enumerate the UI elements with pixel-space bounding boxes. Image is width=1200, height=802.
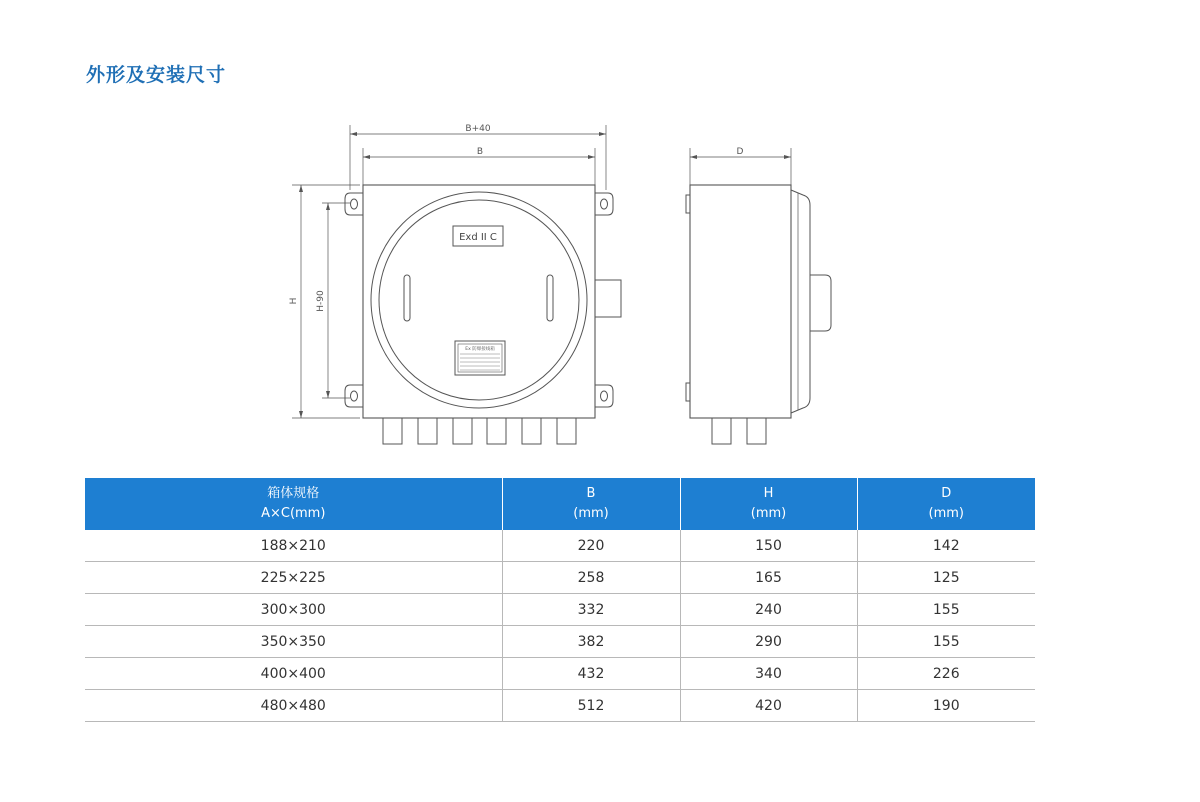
header-h <box>680 478 857 530</box>
cell-h: 240 <box>680 594 857 626</box>
table-row <box>85 530 1035 562</box>
header-unit: (mm) <box>928 506 964 521</box>
table-row <box>85 594 1035 626</box>
dim-h-minus-90 <box>316 203 350 398</box>
header-unit: (mm) <box>573 506 609 521</box>
cell-b: 258 <box>502 562 680 594</box>
dim-h-minus-90-label: H-90 <box>316 290 326 312</box>
header-d <box>857 478 1035 530</box>
cell-h: 340 <box>680 658 857 690</box>
cell-d: 155 <box>857 626 1035 658</box>
dim-b <box>363 147 595 185</box>
cell-box-spec: 225×225 <box>85 562 502 594</box>
lid-slot-left <box>404 275 410 321</box>
svg-text:Exd II C: Exd II C <box>459 232 497 243</box>
cell-box-spec: 350×350 <box>85 626 502 658</box>
cell-box-spec: 480×480 <box>85 690 502 722</box>
enclosure-body <box>363 185 595 418</box>
dimension-table <box>85 478 1035 722</box>
table-row <box>85 626 1035 658</box>
cell-d: 142 <box>857 530 1035 562</box>
header-label: D <box>941 486 952 501</box>
table-header-row <box>85 478 1035 530</box>
lid-outer-ring <box>371 192 587 408</box>
side-view <box>686 185 831 444</box>
table-row <box>85 690 1035 722</box>
cell-box-spec: 300×300 <box>85 594 502 626</box>
header-label: 箱体规格 <box>267 486 320 501</box>
cell-b: 382 <box>502 626 680 658</box>
cell-h: 290 <box>680 626 857 658</box>
header-b <box>502 478 680 530</box>
table-row <box>85 562 1035 594</box>
header-unit: A×C(mm) <box>261 506 326 521</box>
cell-b: 432 <box>502 658 680 690</box>
ex-marking <box>453 226 503 246</box>
cell-b: 332 <box>502 594 680 626</box>
dim-d <box>690 147 791 185</box>
enclosure-drawing <box>270 115 870 455</box>
side-cable-gland <box>595 280 621 317</box>
page-title: 外形及安装尺寸 <box>86 64 227 86</box>
lid-slot-right <box>547 275 553 321</box>
svg-text:Ex 防爆接线箱: Ex 防爆接线箱 <box>465 347 495 352</box>
header-box-spec <box>85 478 502 530</box>
header-label: H <box>763 486 774 501</box>
cell-box-spec: 400×400 <box>85 658 502 690</box>
bottom-cable-glands <box>383 418 576 444</box>
dim-b-label: B <box>476 147 484 157</box>
cell-h: 165 <box>680 562 857 594</box>
dim-h-label: H <box>289 297 299 305</box>
dim-b-plus-40-label: B+40 <box>465 124 491 134</box>
cell-d: 125 <box>857 562 1035 594</box>
nameplate <box>455 341 505 375</box>
cell-h: 420 <box>680 690 857 722</box>
header-label: B <box>586 486 596 501</box>
cell-b: 220 <box>502 530 680 562</box>
cell-b: 512 <box>502 690 680 722</box>
cell-d: 226 <box>857 658 1035 690</box>
dim-d-label: D <box>736 147 744 157</box>
cell-d: 155 <box>857 594 1035 626</box>
header-unit: (mm) <box>750 506 787 521</box>
cell-d: 190 <box>857 690 1035 722</box>
table-row <box>85 658 1035 690</box>
cell-h: 150 <box>680 530 857 562</box>
cell-box-spec: 188×210 <box>85 530 502 562</box>
